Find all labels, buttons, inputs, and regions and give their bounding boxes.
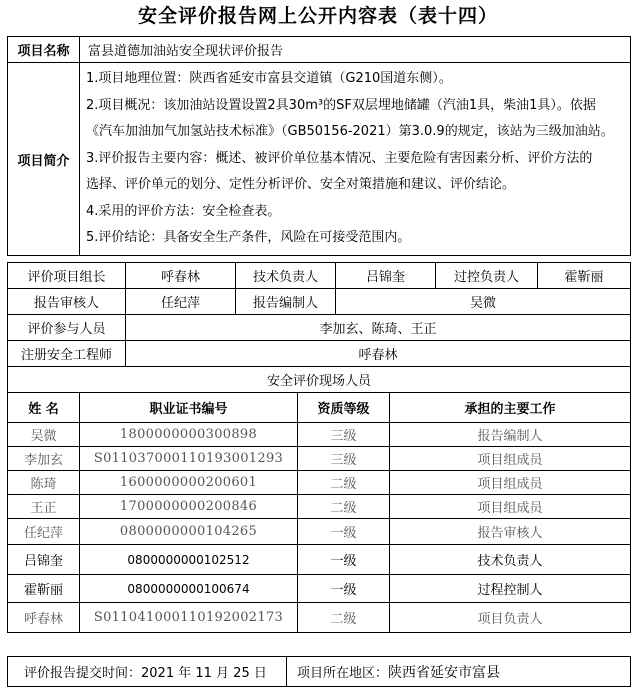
project-name-label: 项目名称 — [8, 37, 80, 63]
table-row — [8, 545, 631, 575]
staff-level: 一级 — [298, 519, 390, 545]
staff-level: 一级 — [298, 575, 390, 603]
table-row — [8, 603, 631, 633]
staff-name: 李加玄 — [8, 447, 80, 471]
reviewer-label: 报告审核人 — [8, 289, 126, 315]
staff-cert: 0800000000104265 — [80, 519, 298, 545]
personnel-table — [7, 262, 631, 393]
staff-cert: 0800000000102512 — [80, 545, 298, 575]
staff-level: 二级 — [298, 471, 390, 495]
site-staff-table — [7, 392, 631, 633]
staff-work: 报告审核人 — [390, 519, 631, 545]
header-work: 承担的主要工作 — [390, 393, 631, 423]
tech-value: 吕锦奎 — [336, 263, 436, 289]
staff-level: 三级 — [298, 447, 390, 471]
staff-name: 呼春林 — [8, 603, 80, 633]
intro-line: 2.项目概况：该加油站设置设置2具30m³的SF双层埋地储罐（汽油1具，柴油1具）。依据 — [86, 97, 596, 113]
table-row — [8, 423, 631, 447]
staff-level: 一级 — [298, 545, 390, 575]
staff-name: 陈琦 — [8, 471, 80, 495]
submit-time-value: 2021 年 11 月 25 日 — [141, 666, 267, 681]
staff-cert: 0800000000100674 — [80, 575, 298, 603]
location-value: 陕西省延安市富县 — [388, 664, 501, 681]
staff-work: 过程控制人 — [390, 575, 631, 603]
staff-name: 吴微 — [8, 423, 80, 447]
reviewer-value: 任纪萍 — [126, 289, 236, 315]
footer-table — [7, 656, 631, 687]
table-row — [8, 495, 631, 519]
engineer-value: 呼春林 — [126, 341, 631, 367]
submit-time-label: 评价报告提交时间： — [24, 666, 142, 681]
staff-level: 二级 — [298, 495, 390, 519]
intro-line: 4.采用的评价方法：安全检查表。 — [86, 203, 281, 219]
staff-cert: S011037000110193001293 — [80, 447, 298, 471]
leader-label: 评价项目组长 — [8, 263, 126, 289]
staff-name: 任纪萍 — [8, 519, 80, 545]
writer-value: 吴微 — [336, 289, 631, 315]
project-intro — [80, 63, 631, 256]
staff-level: 二级 — [298, 603, 390, 633]
project-name-value: 富县道德加油站安全现状评价报告 — [80, 37, 631, 63]
project-info-table — [7, 36, 631, 256]
staff-work: 项目组成员 — [390, 471, 631, 495]
staff-level: 三级 — [298, 423, 390, 447]
staff-work: 报告编制人 — [390, 423, 631, 447]
process-label: 过控负责人 — [436, 263, 538, 289]
location-label: 项目所在地区： — [297, 665, 389, 681]
intro-line: 选择、评价单元的划分、定性分析评价、安全对策措施和建议、评价结论。 — [86, 177, 516, 193]
intro-line: 《汽车加油加气加氢站技术标准》（GB50156-2021）第3.0.9的规定，该站为三级加油站。 — [86, 124, 614, 140]
header-name: 姓 名 — [8, 393, 80, 423]
staff-work: 项目负责人 — [390, 603, 631, 633]
writer-label: 报告编制人 — [236, 289, 336, 315]
leader-value: 呼春林 — [126, 263, 236, 289]
header-cert: 职业证书编号 — [80, 393, 298, 423]
participants-label: 评价参与人员 — [8, 315, 126, 341]
intro-line: 1.项目地理位置：陕西省延安市富县交道镇（G210国道东侧）。 — [86, 71, 452, 87]
staff-name: 霍靳丽 — [8, 575, 80, 603]
header-level: 资质等级 — [298, 393, 390, 423]
project-intro-label: 项目简介 — [8, 63, 80, 256]
staff-name: 吕锦奎 — [8, 545, 80, 575]
page-title: 安全评价报告网上公开内容表（表十四） — [137, 5, 498, 27]
intro-line: 5.评价结论：具备安全生产条件，风险在可接受范围内。 — [86, 230, 411, 246]
site-section-title: 安全评价现场人员 — [8, 367, 631, 393]
table-row — [8, 471, 631, 495]
staff-work: 项目组成员 — [390, 447, 631, 471]
submit-time — [8, 657, 287, 687]
staff-work: 项目组成员 — [390, 495, 631, 519]
staff-cert: S011041000110192002173 — [80, 603, 298, 633]
staff-name: 王正 — [8, 495, 80, 519]
process-value: 霍靳丽 — [538, 263, 631, 289]
staff-work: 技术负责人 — [390, 545, 631, 575]
tech-label: 技术负责人 — [236, 263, 336, 289]
table-row — [8, 519, 631, 545]
intro-line: 3.评价报告主要内容：概述、被评价单位基本情况、主要危险有害因素分析、评价方法的 — [86, 150, 593, 166]
engineer-label: 注册安全工程师 — [8, 341, 126, 367]
table-row — [8, 575, 631, 603]
participants-value: 李加玄、陈琦、王正 — [126, 315, 631, 341]
staff-cert: 1800000000300898 — [80, 423, 298, 447]
table-row — [8, 447, 631, 471]
staff-cert: 1700000000200846 — [80, 495, 298, 519]
staff-cert: 1600000000200601 — [80, 471, 298, 495]
project-location — [287, 657, 631, 687]
